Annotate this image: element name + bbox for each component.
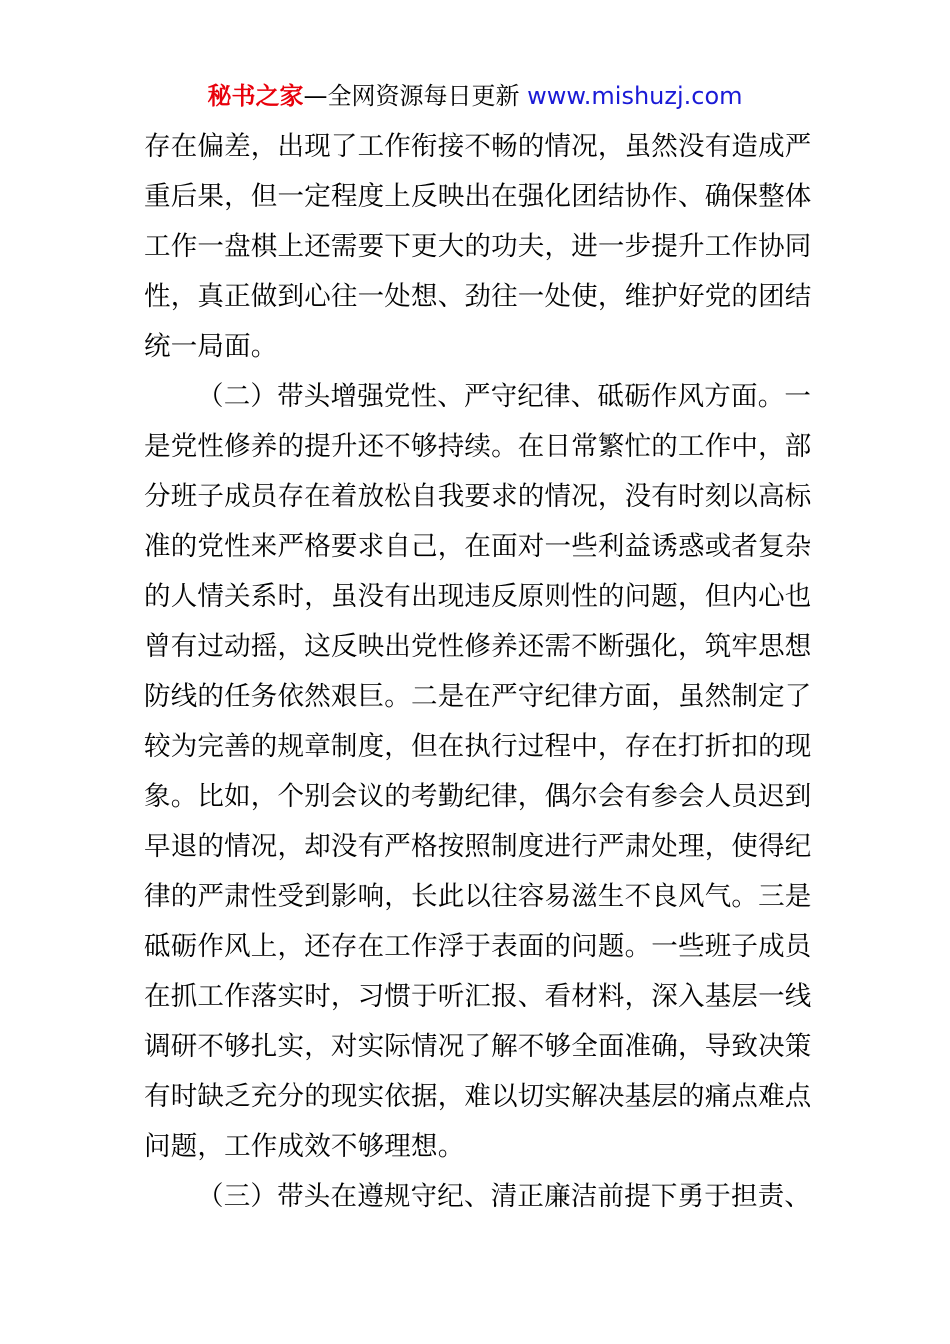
text-line: 象。比如，个别会议的考勤纪律，偶尔会有参会人员迟到 — [144, 781, 812, 812]
document-body — [144, 122, 824, 1222]
text-line: （二）带头增强党性、严守纪律、砥砺作风方面。一 — [197, 381, 812, 412]
text-line: 重后果，但一定程度上反映出在强化团结协作、确保整体 — [144, 181, 812, 212]
text-line: 调研不够扎实，对实际情况了解不够全面准确，导致决策 — [144, 1031, 812, 1062]
text-line: 砥砺作风上，还存在工作浮于表面的问题。一些班子成员 — [144, 931, 812, 962]
text-line: 的人情关系时，虽没有出现违反原则性的问题，但内心也 — [144, 581, 812, 612]
text-line: 曾有过动摇，这反映出党性修养还需不断强化，筑牢思想 — [144, 631, 812, 662]
text-line: 早退的情况，却没有严格按照制度进行严肃处理，使得纪 — [144, 831, 812, 862]
text-line: 有时缺乏充分的现实依据，难以切实解决基层的痛点难点 — [144, 1081, 812, 1112]
text-line: 防线的任务依然艰巨。二是在严守纪律方面，虽然制定了 — [144, 681, 812, 712]
site-tagline: —全网资源每日更新 — [303, 82, 520, 110]
text-line: 工作一盘棋上还需要下更大的功夫，进一步提升工作协同 — [144, 231, 812, 262]
text-line: 性，真正做到心往一处想、劲往一处使，维护好党的团结 — [144, 281, 812, 312]
text-line: 在抓工作落实时，习惯于听汇报、看材料，深入基层一线 — [144, 981, 812, 1012]
text-line: 统一局面。 — [144, 331, 278, 362]
text-line: 问题，工作成效不够理想。 — [144, 1131, 465, 1162]
text-line: 较为完善的规章制度，但在执行过程中，存在打折扣的现 — [144, 731, 812, 762]
watermark-header — [0, 78, 950, 114]
text-line: 准的党性来严格要求自己，在面对一些利益诱惑或者复杂 — [144, 531, 812, 562]
site-brand: 秘书之家 — [207, 82, 304, 110]
text-line: 律的严肃性受到影响，长此以往容易滋生不良风气。三是 — [144, 881, 812, 912]
text-line: （三）带头在遵规守纪、清正廉洁前提下勇于担责、 — [197, 1181, 812, 1212]
text-line: 存在偏差，出现了工作衔接不畅的情况，虽然没有造成严 — [144, 131, 812, 162]
text-line: 是党性修养的提升还不够持续。在日常繁忙的工作中，部 — [144, 431, 812, 462]
text-line: 分班子成员存在着放松自我要求的情况，没有时刻以高标 — [144, 481, 812, 512]
site-url-link[interactable]: www.mishuzj.com — [527, 82, 743, 110]
